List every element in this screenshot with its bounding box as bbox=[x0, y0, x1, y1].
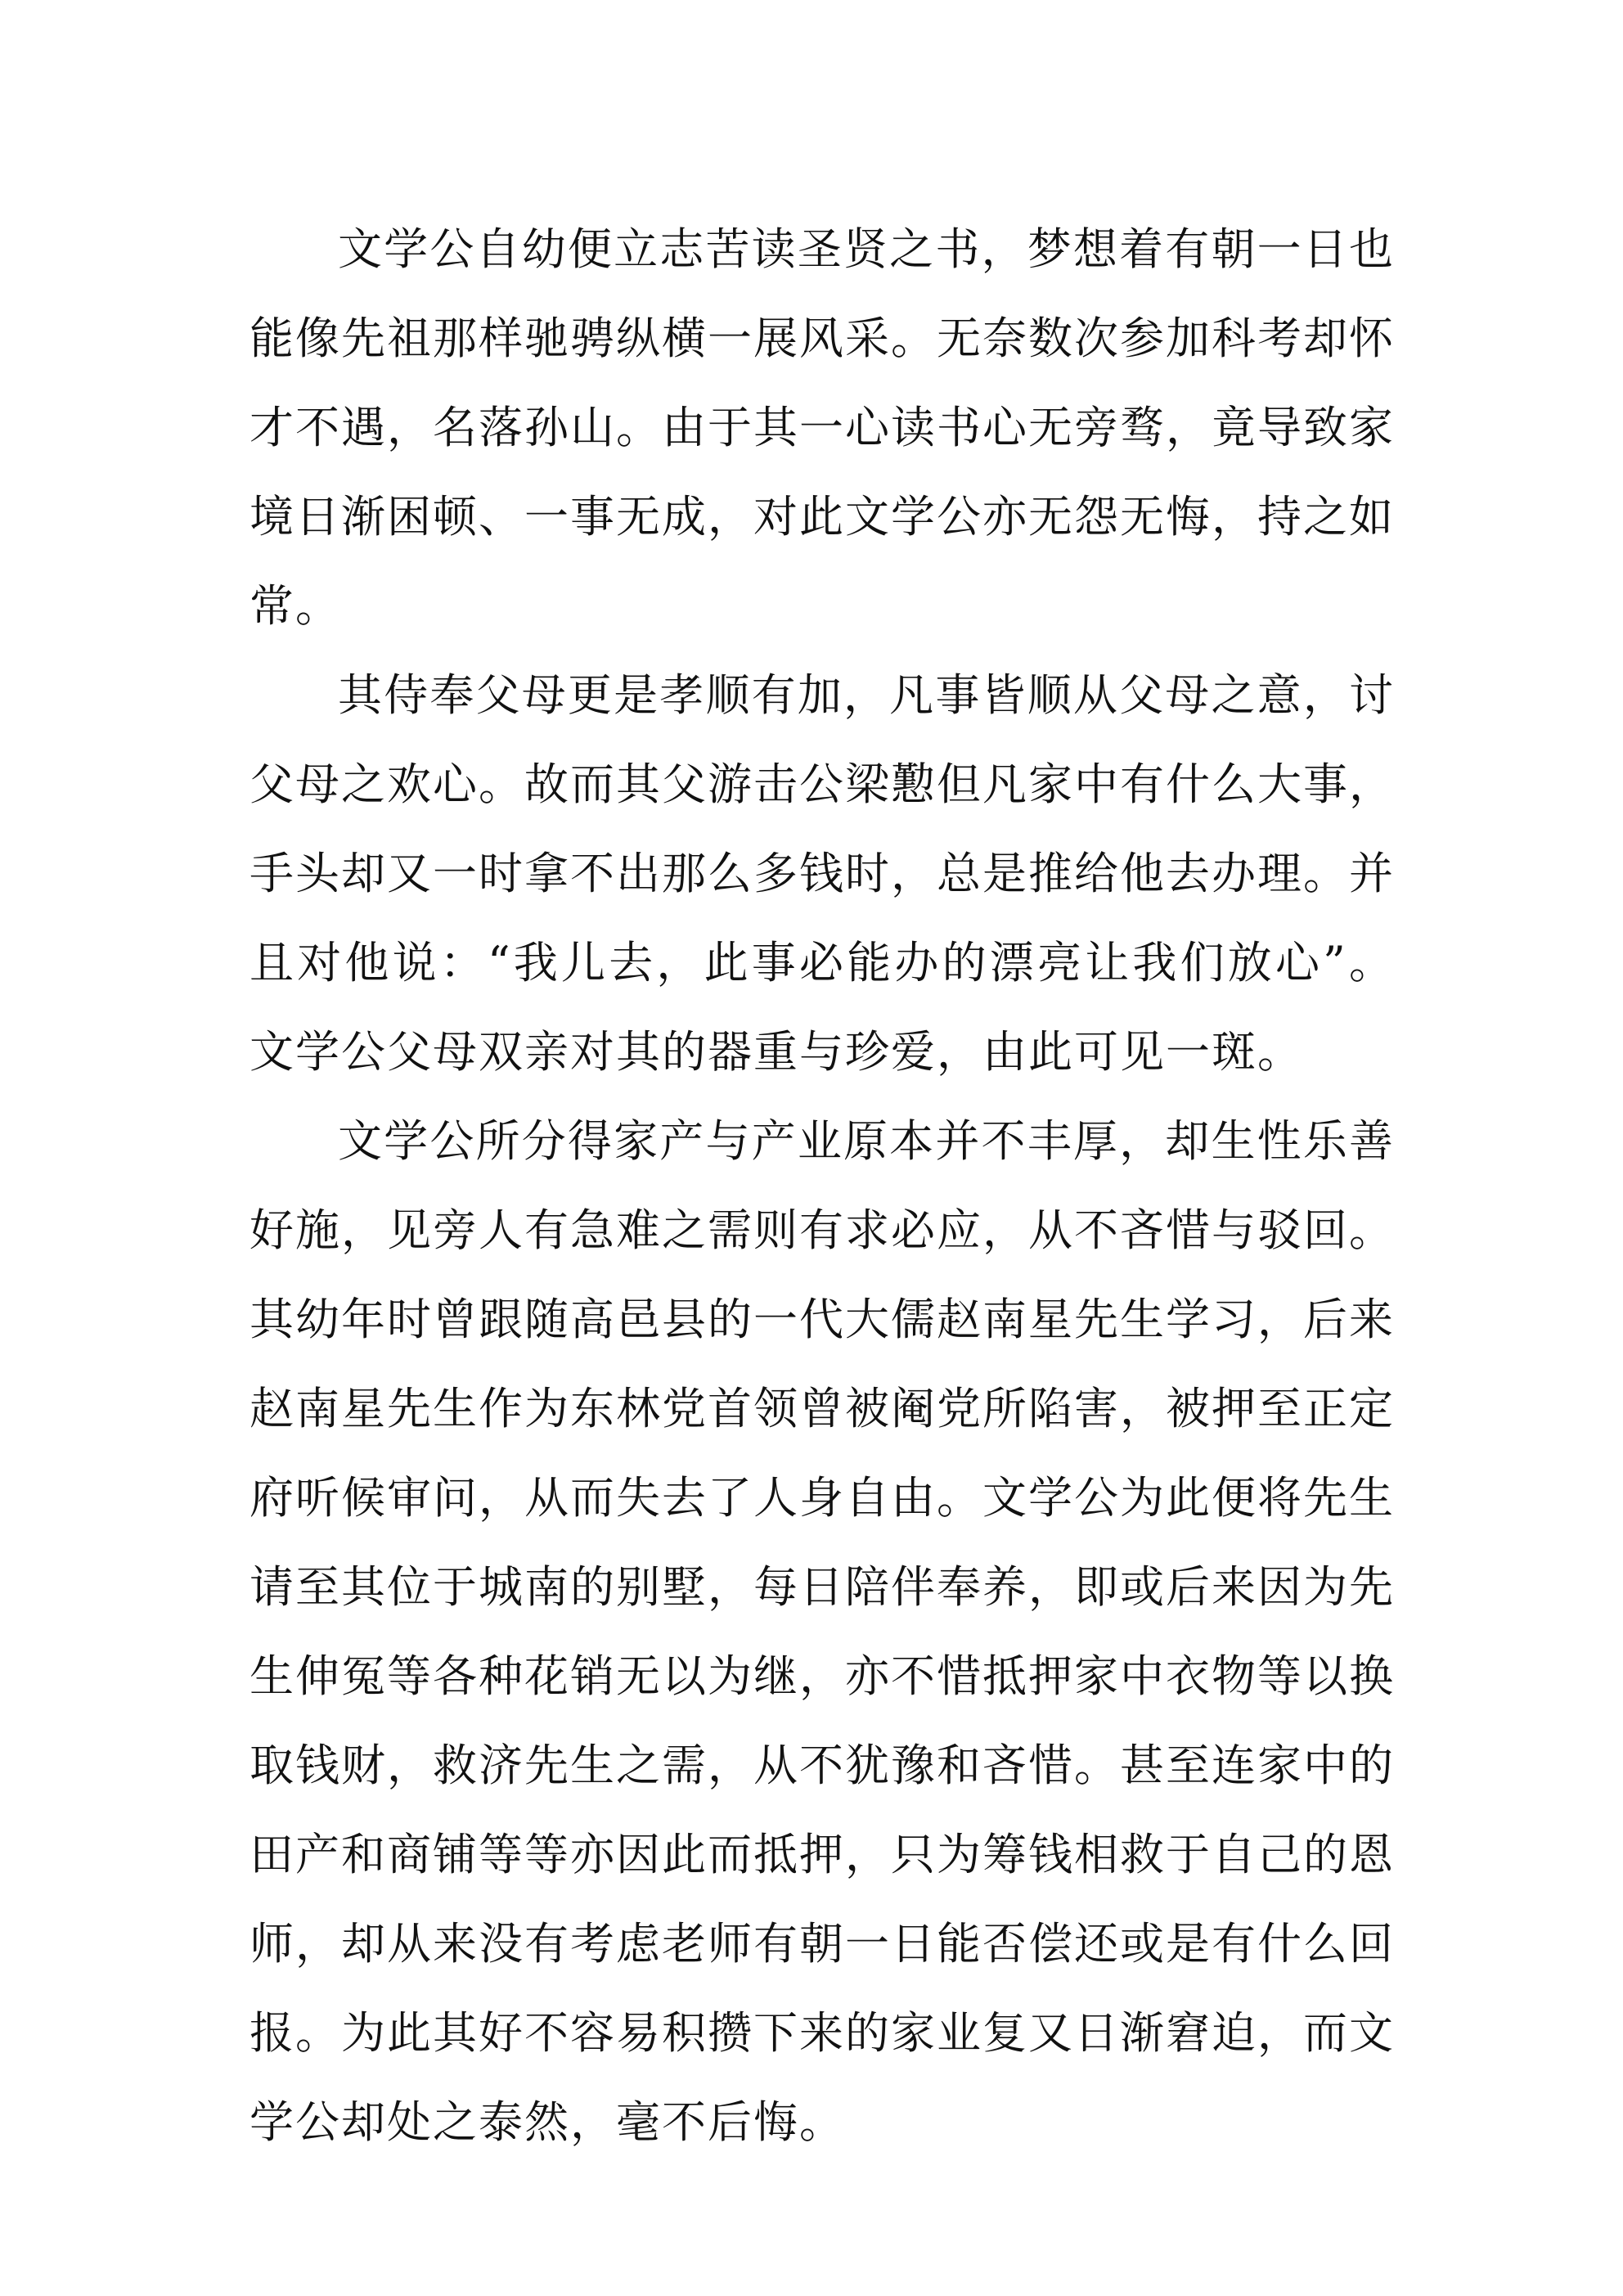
paragraph-1: 文学公自幼便立志苦读圣贤之书，梦想着有朝一日也能像先祖那样驰骋纵横一展风采。无奈数次参加科考却怀才不遇，名落孙山。由于其一心读书心无旁骛，竟导致家境日渐困顿、一事无成，对此文学公亦无怨无悔，持之如常。 bbox=[250, 223, 1395, 632]
paragraph-3: 文学公所分得家产与产业原本并不丰厚，却生性乐善好施，见旁人有急难之需则有求必应，从不吝惜与驳回。其幼年时曾跟随高邑县的一代大儒赵南星先生学习，后来赵南星先生作为东林党首领曾被阉党所陷害，被押至正定府听候审问，从而失去了人身自由。文学公为此便将先生请至其位于城南的别墅，每日陪伴奉养，即或后来因为先生伸冤等各种花销无以为继，亦不惜抵押家中衣物等以换取钱财，救济先生之需，从不犹豫和吝惜。甚至连家中的田产和商铺等等亦因此而抵押，只为筹钱相救于自己的恩师，却从来没有考虑老师有朝一日能否偿还或是有什么回报。为此其好不容易积攒下来的家业复又日渐窘迫，而文学公却处之泰然，毫不后悔。 bbox=[250, 1115, 1395, 2148]
paragraph-2: 其侍奉父母更是孝顺有加，凡事皆顺从父母之意，讨父母之欢心。故而其父游击公梁懃但凡家中有什么大事，手头却又一时拿不出那么多钱时，总是推给他去办理。并且对他说：“我儿去，此事必能办的漂亮让我们放心”。文学公父母双亲对其的器重与珍爱，由此可见一斑。 bbox=[250, 669, 1395, 1078]
body-text bbox=[250, 205, 1395, 2167]
